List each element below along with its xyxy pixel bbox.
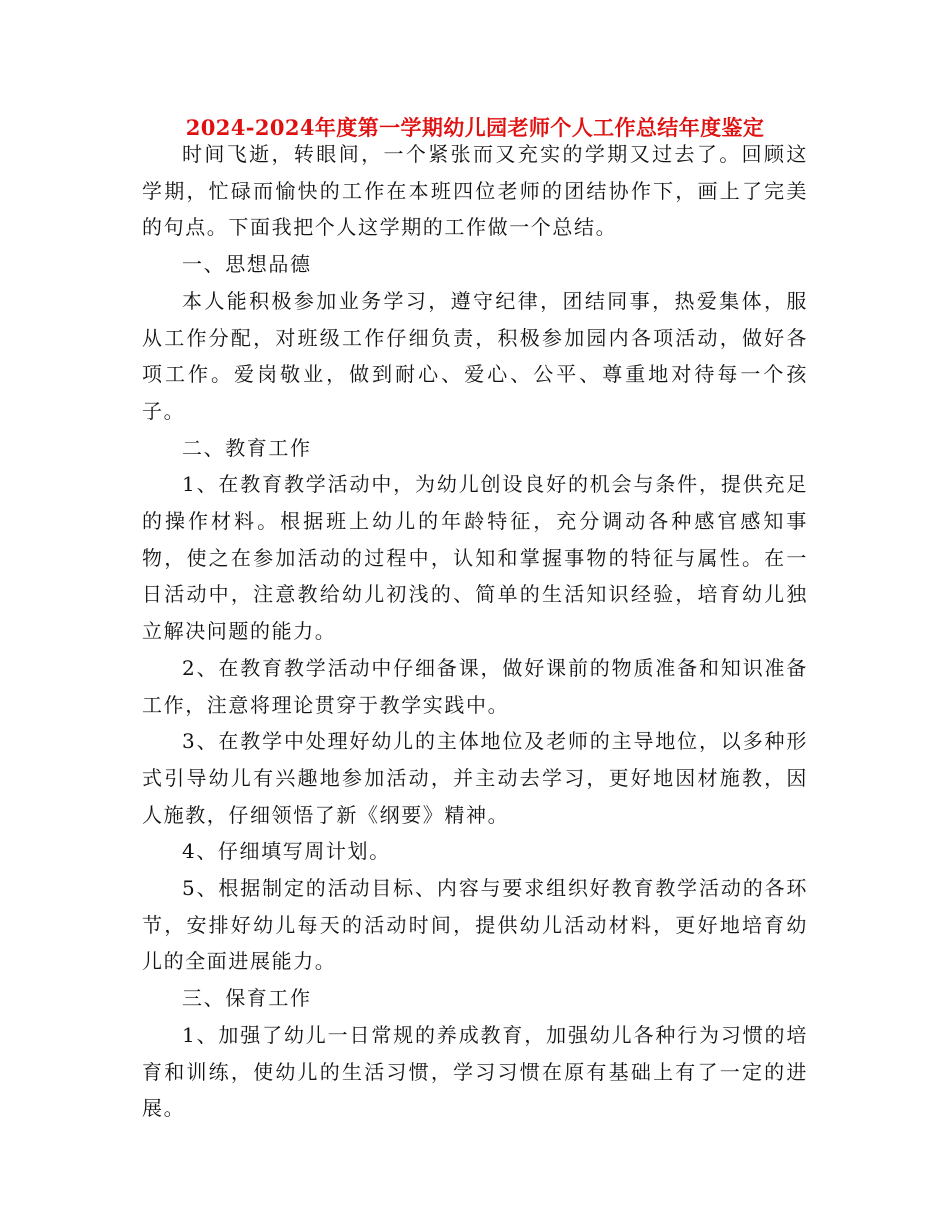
section-heading-ideology: 一、思想品德: [182, 252, 312, 277]
paragraph-care-1: 1、加强了幼儿一日常规的养成教育，加强幼儿各种行为习惯的培育和训练，使幼儿的生活习惯，学习习惯在原有基础上有了一定的进展。: [142, 1022, 808, 1121]
paragraph-ideology: 本人能积极参加业务学习，遵守纪律，团结同事，热爱集体，服从工作分配，对班级工作仔细负责，积极参加园内各项活动，做好各项工作。爱岗敬业，做到耐心、爱心、公平、尊重地对待每一个孩子。: [142, 288, 808, 423]
paragraph-education-5: 5、根据制定的活动目标、内容与要求组织好教育教学活动的各环节，安排好幼儿每天的活动时间，提供幼儿活动材料，更好地培育幼儿的全面进展能力。: [142, 876, 808, 974]
section-heading-care: 三、保育工作: [182, 986, 312, 1011]
document-title: 2024-2024年度第一学期幼儿园老师个人工作总结年度鉴定: [185, 115, 765, 140]
paragraph-education-2: 2、在教育教学活动中仔细备课，做好课前的物质准备和知识准备工作，注意将理论贯穿于教学实践中。: [142, 655, 808, 717]
paragraph-education-3: 3、在教学中处理好幼儿的主体地位及老师的主导地位，以多种形式引导幼儿有兴趣地参加活动，并主动去学习，更好地因材施教，因人施教，仔细领悟了新《纲要》精神。: [142, 729, 808, 827]
document-body: [142, 136, 808, 1127]
paragraph-education-1: 1、在教育教学活动中，为幼儿创设良好的机会与条件，提供充足的操作材料。根据班上幼儿的年龄特征，充分调动各种感官感知事物，使之在参加活动的过程中，认知和掌握事物的特征与属性。在一日活动中，注意教给幼儿初浅的、简单的生活知识经验，培育幼儿独立解决问题的能力。: [142, 472, 808, 644]
paragraph-education-4: 4、仔细填写周计划。: [182, 839, 391, 864]
section-heading-education: 二、教育工作: [182, 435, 312, 460]
paragraph-intro: 时间飞逝，转眼间，一个紧张而又充实的学期又过去了。回顾这学期，忙碌而愉快的工作在本班四位老师的团结协作下，画上了完美的句点。下面我把个人这学期的工作做一个总结。: [142, 142, 808, 240]
